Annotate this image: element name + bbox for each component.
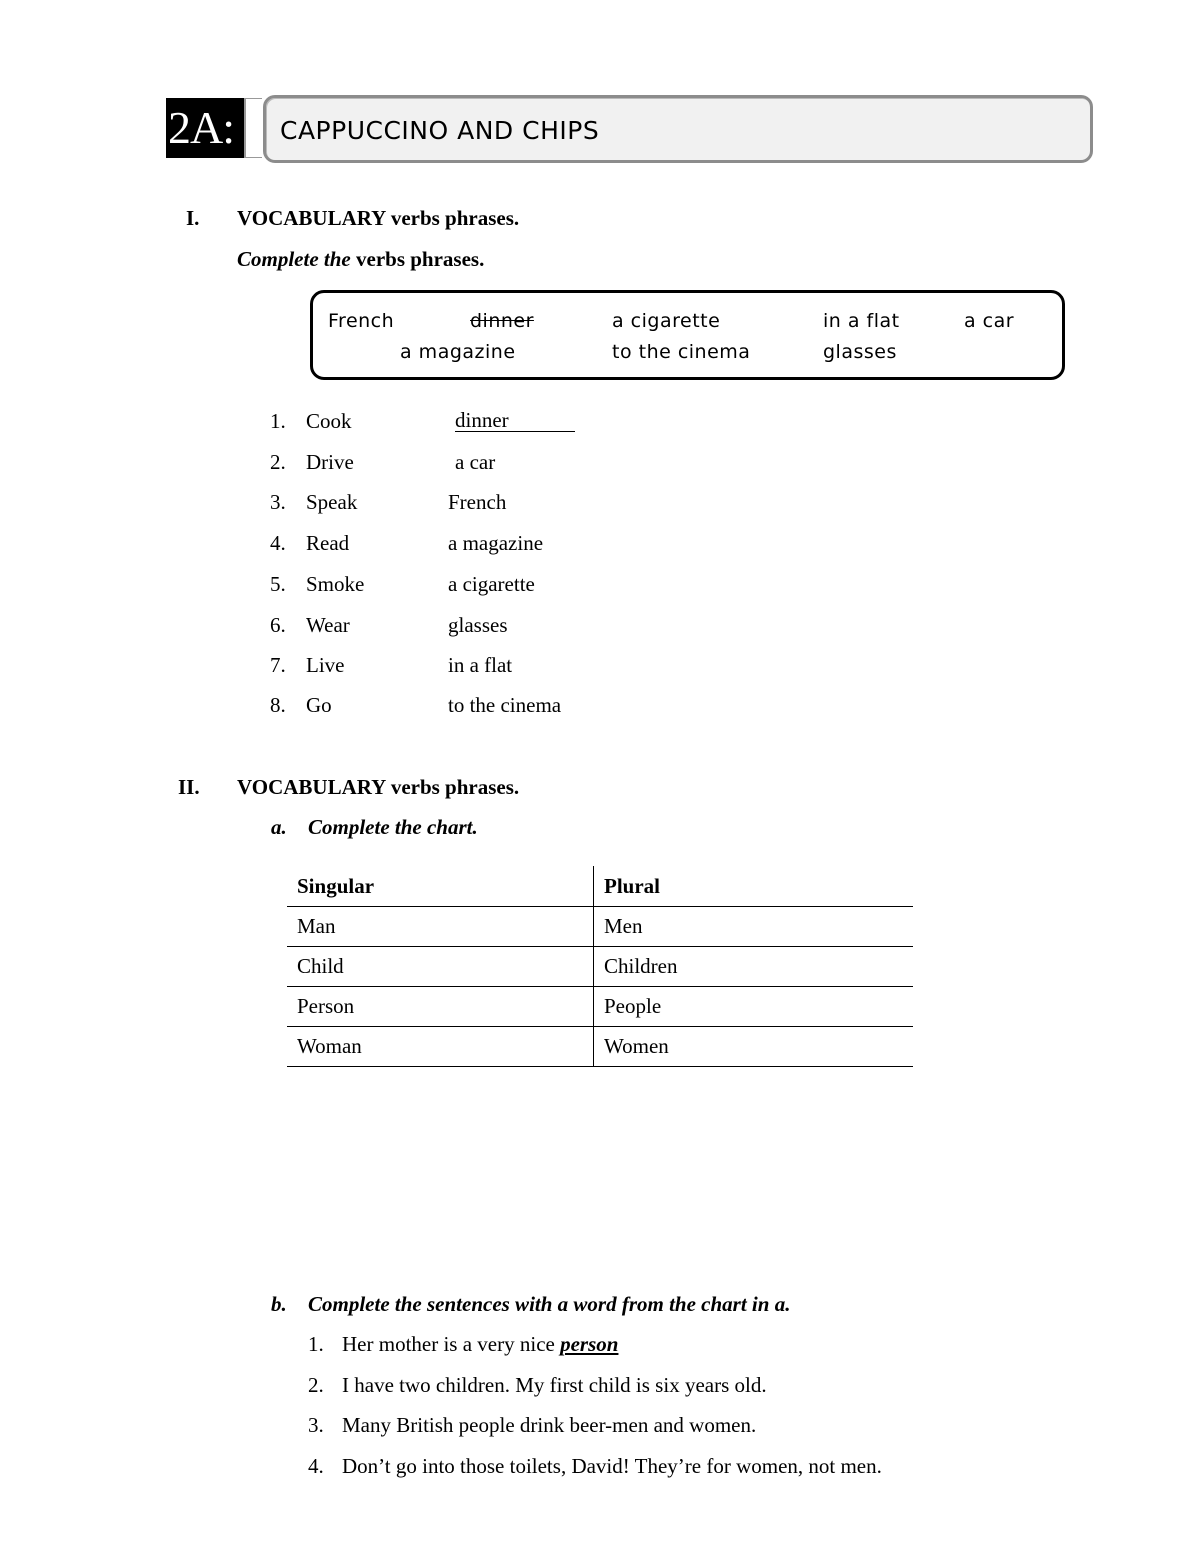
item-verb: Speak — [306, 490, 358, 514]
unit-label-edge — [244, 98, 262, 158]
sentence-number: 2. — [308, 1373, 324, 1397]
sentence-text: Many British people drink beer-men and women. — [342, 1413, 757, 1437]
item-number: 3. — [270, 490, 286, 514]
item-answer: a magazine — [448, 531, 544, 555]
chart-cell-plural: Women — [594, 1027, 914, 1067]
sentence-text: Her mother is a very nice — [342, 1332, 561, 1356]
section-1-heading: VOCABULARY verbs phrases. — [237, 206, 520, 230]
sentence-text: Don’t go into those toilets, David! They’re for women, not men. — [342, 1454, 882, 1478]
item-number: 7. — [270, 653, 286, 677]
chart-cell-plural: Children — [594, 947, 914, 987]
table-row — [287, 907, 913, 947]
part-a-letter: a. — [271, 815, 287, 839]
sentence-answer: person — [560, 1332, 619, 1356]
chart-cell-singular: Child — [287, 947, 594, 987]
part-b-letter: b. — [271, 1292, 287, 1316]
unit-label: 2A: — [166, 98, 244, 158]
item-answer: French — [448, 490, 507, 514]
item-number: 1. — [270, 409, 286, 433]
item-verb: Cook — [306, 409, 352, 433]
part-a-instruction: Complete the chart. — [308, 815, 478, 839]
word-bank-item-crossed: dinner — [470, 310, 534, 332]
chart-header-singular: Singular — [287, 866, 594, 907]
table-row — [287, 1027, 913, 1067]
item-verb: Read — [306, 531, 350, 555]
item-number: 4. — [270, 531, 286, 555]
section-1-instruction-italic: Complete the — [237, 247, 351, 271]
section-1-numeral: I. — [186, 206, 200, 230]
sentence — [342, 1332, 618, 1357]
word-bank-item: a magazine — [400, 341, 516, 363]
sentence-number: 1. — [308, 1332, 324, 1356]
word-bank-item: a car — [964, 310, 1015, 332]
sentence-number: 4. — [308, 1454, 324, 1478]
item-answer: in a flat — [448, 653, 513, 677]
chart-cell-plural: Men — [594, 907, 914, 947]
item-answer: a cigarette — [448, 572, 535, 596]
singular-plural-chart — [287, 866, 913, 1067]
item-verb: Smoke — [306, 572, 365, 596]
word-bank-item: to the cinema — [612, 341, 751, 363]
item-answer: a car — [455, 450, 496, 474]
item-number: 8. — [270, 693, 286, 717]
item-answer: dinner — [455, 408, 509, 432]
item-verb: Wear — [306, 613, 350, 637]
item-answer: to the cinema — [448, 693, 562, 717]
word-bank-item: in a flat — [823, 310, 900, 332]
chart-header-plural: Plural — [594, 866, 914, 907]
table-row — [287, 947, 913, 987]
item-number: 5. — [270, 572, 286, 596]
sentence-text: I have two children. My first child is six years old. — [342, 1373, 767, 1397]
chart-cell-singular: Woman — [287, 1027, 594, 1067]
table-row — [287, 987, 913, 1027]
section-1-instruction — [237, 247, 484, 272]
chart-header-row — [287, 866, 913, 907]
sentence-number: 3. — [308, 1413, 324, 1437]
item-number: 6. — [270, 613, 286, 637]
section-2-heading: VOCABULARY verbs phrases. — [237, 775, 520, 799]
word-bank-item: glasses — [823, 341, 897, 363]
part-b-instruction: Complete the sentences with a word from the chart in a. — [308, 1292, 791, 1316]
item-answer: glasses — [448, 613, 508, 637]
item-verb: Drive — [306, 450, 354, 474]
chart-cell-singular: Man — [287, 907, 594, 947]
item-verb: Go — [306, 693, 332, 717]
item-number: 2. — [270, 450, 286, 474]
chart-cell-plural: People — [594, 987, 914, 1027]
page-title: CAPPUCCINO AND CHIPS — [280, 116, 600, 145]
word-bank-item: a cigarette — [612, 310, 721, 332]
item-verb: Live — [306, 653, 345, 677]
section-1-instruction-rest: verbs phrases. — [350, 247, 485, 271]
section-2-numeral: II. — [178, 775, 200, 799]
chart-cell-singular: Person — [287, 987, 594, 1027]
item-answer-blank — [455, 409, 575, 432]
word-bank-item: French — [328, 310, 395, 332]
word-bank-box — [310, 290, 1065, 380]
